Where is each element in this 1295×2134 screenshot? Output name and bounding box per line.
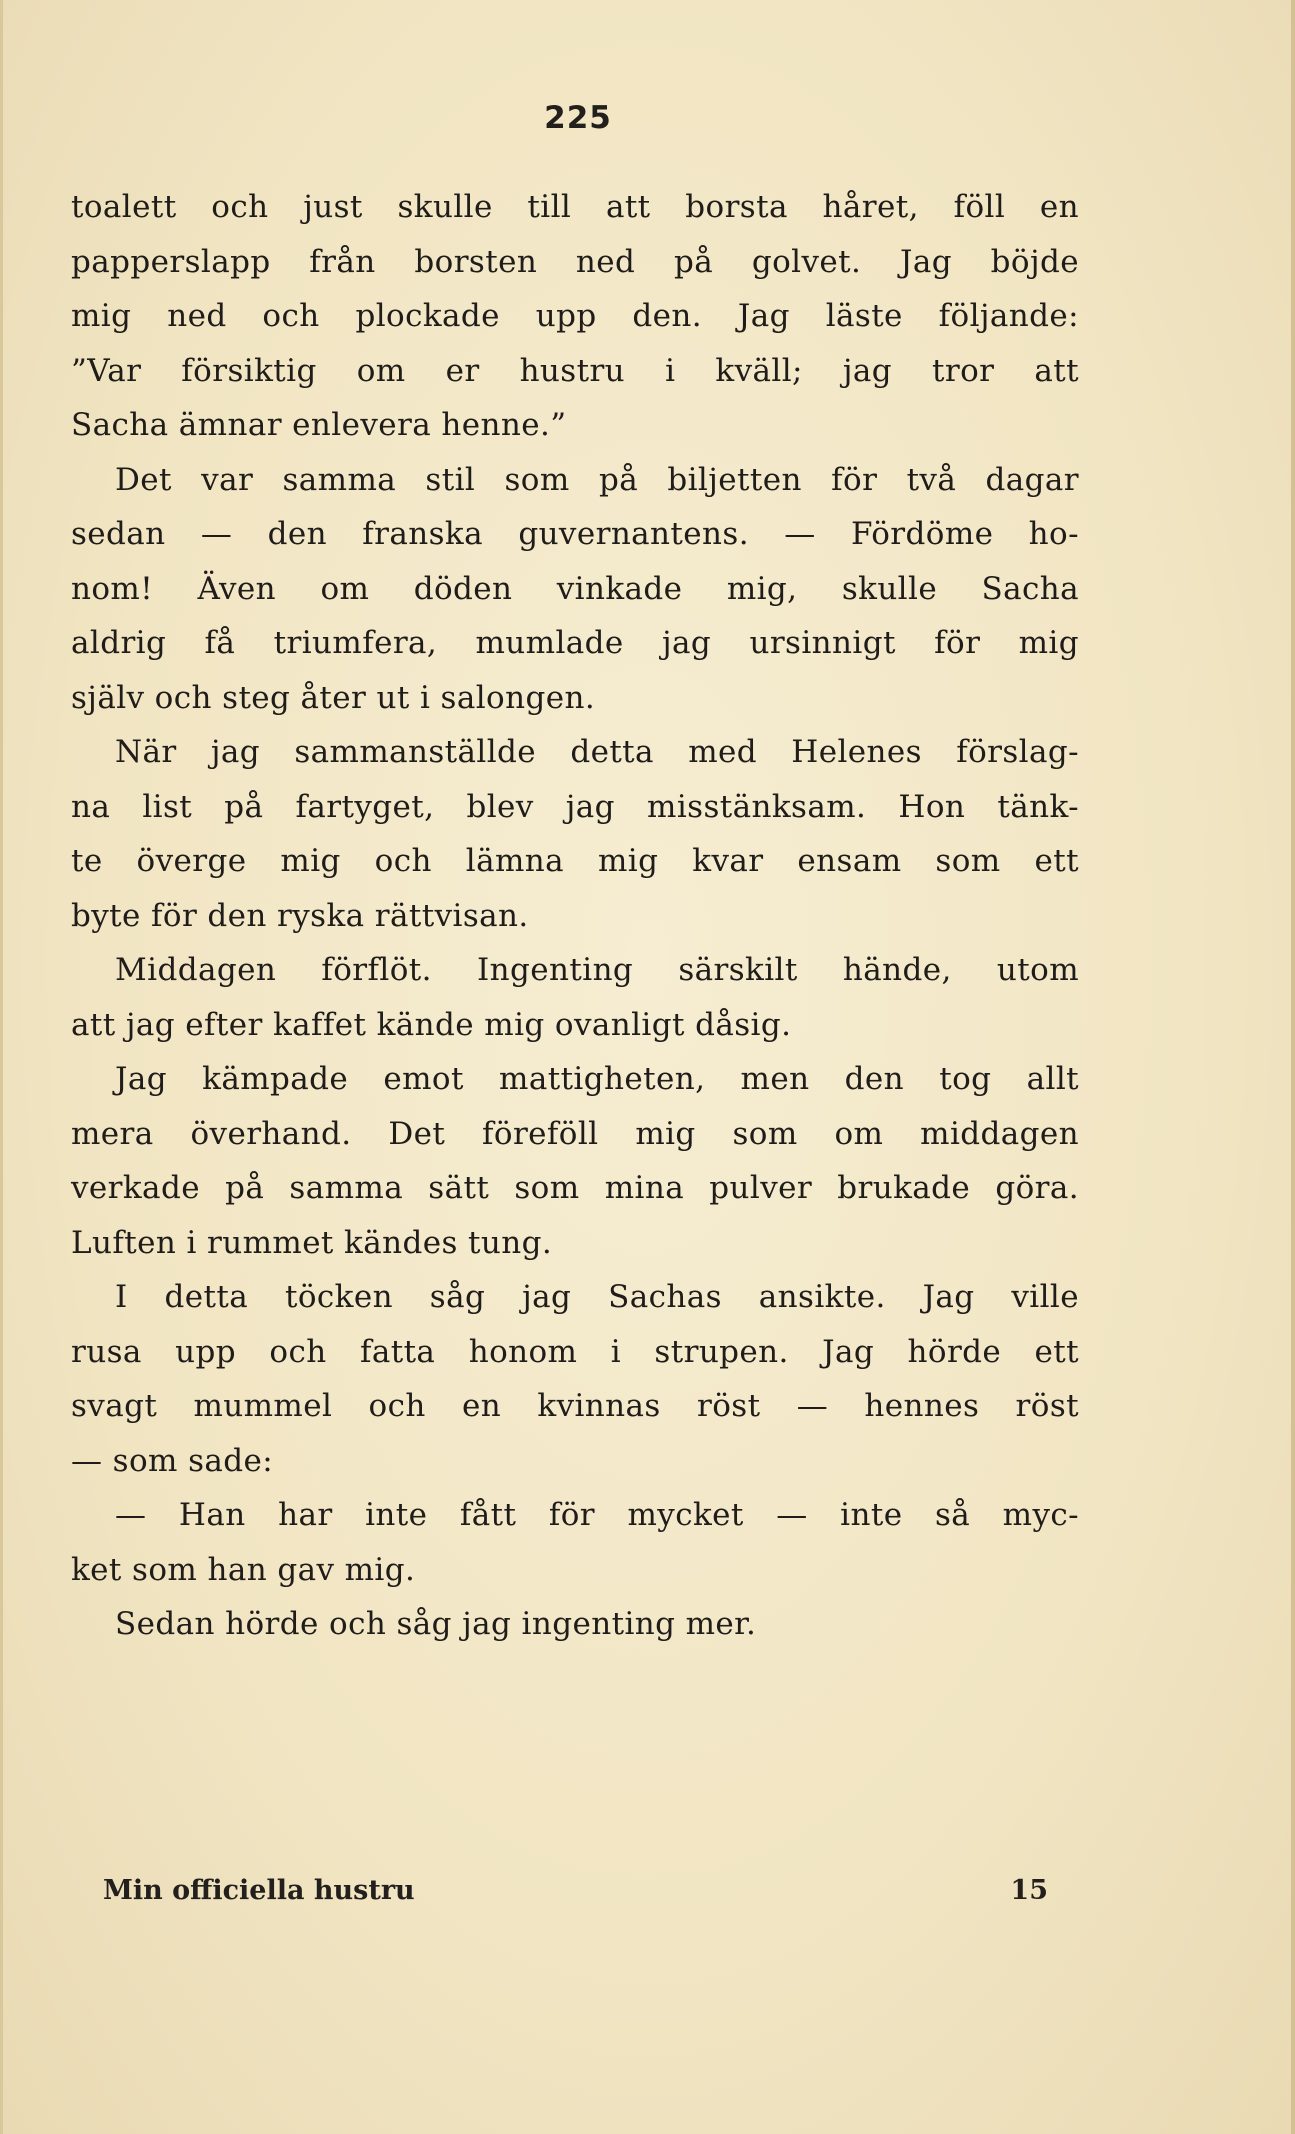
text-line: Det var samma stil som på biljetten för två dagar	[115, 461, 1079, 498]
footer-book-title: Min officiella hustru	[103, 1875, 415, 1906]
text-line: papperslapp från borsten ned på golvet. Jag böjde	[71, 243, 1079, 280]
text-line: mig ned och plockade upp den. Jag läste följande:	[71, 298, 1079, 334]
text-line: själv och steg åter ut i salongen.	[71, 679, 596, 716]
text-line: ket som han gav mig.	[71, 1551, 416, 1588]
text-line: toalett och just skulle till att borsta håret, föll en	[71, 189, 1079, 225]
text-line: nom! Även om döden vinkade mig, skulle Sacha	[71, 570, 1079, 607]
text-line: aldrig få triumfera, mumlade jag ursinnigt för mig	[71, 625, 1079, 661]
text-line: rusa upp och fatta honom i strupen. Jag hörde ett	[71, 1333, 1079, 1370]
text-line: sedan — den franska guvernantens. — Fördöme ho-	[71, 516, 1079, 552]
page-number: 225	[544, 100, 612, 136]
text-line: te överge mig och lämna mig kvar ensam som ett	[71, 843, 1079, 879]
text-line: Sacha ämnar enlevera henne.”	[71, 407, 567, 443]
text-line: mera överhand. Det föreföll mig som om middagen	[71, 1115, 1079, 1152]
text-line: na list på fartyget, blev jag misstänksam. Hon tänk-	[71, 788, 1079, 825]
text-line: ”Var försiktig om er hustru i kväll; jag tror att	[71, 352, 1079, 389]
text-line: att jag efter kaffet kände mig ovanligt dåsig.	[71, 1006, 792, 1043]
text-line: byte för den ryska rättvisan.	[71, 897, 529, 934]
text-line: — som sade:	[71, 1442, 274, 1479]
text-line: Middagen förflöt. Ingenting särskilt hände, utom	[115, 952, 1079, 988]
text-line: Sedan hörde och såg jag ingenting mer.	[115, 1606, 757, 1642]
text-line: När jag sammanställde detta med Helenes förslag-	[115, 734, 1079, 770]
footer-sheet-number: 15	[1010, 1875, 1048, 1906]
text-line: svagt mummel och en kvinnas röst — hennes röst	[71, 1388, 1079, 1424]
text-line: Luften i rummet kändes tung.	[71, 1224, 553, 1261]
text-line: verkade på samma sätt som mina pulver brukade göra.	[71, 1170, 1079, 1206]
text-line: I detta töcken såg jag Sachas ansikte. Jag ville	[115, 1279, 1079, 1315]
body-text	[71, 180, 1079, 1652]
text-line: — Han har inte fått för mycket — inte så myc-	[115, 1497, 1079, 1533]
text-line: Jag kämpade emot mattigheten, men den tog allt	[115, 1061, 1079, 1097]
